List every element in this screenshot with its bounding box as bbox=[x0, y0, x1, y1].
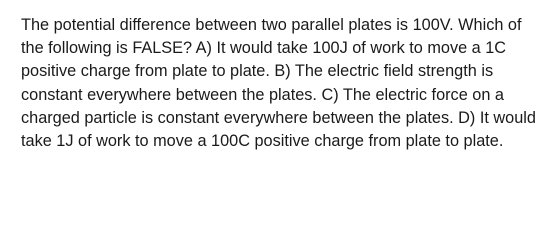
question-text: The potential difference between two parallel plates is 100V. Which of the following is FALSE? A) It would take 100J of work to move a 1C positive charge from plate to plate. B) The electric field strength is constant everywhere between the plates. C) The electric force on a charged particle is constant everywhere between the plates. D) It would take 1J of work to move a 100C positive charge from plate to plate. bbox=[21, 16, 536, 151]
question-block bbox=[21, 14, 541, 153]
